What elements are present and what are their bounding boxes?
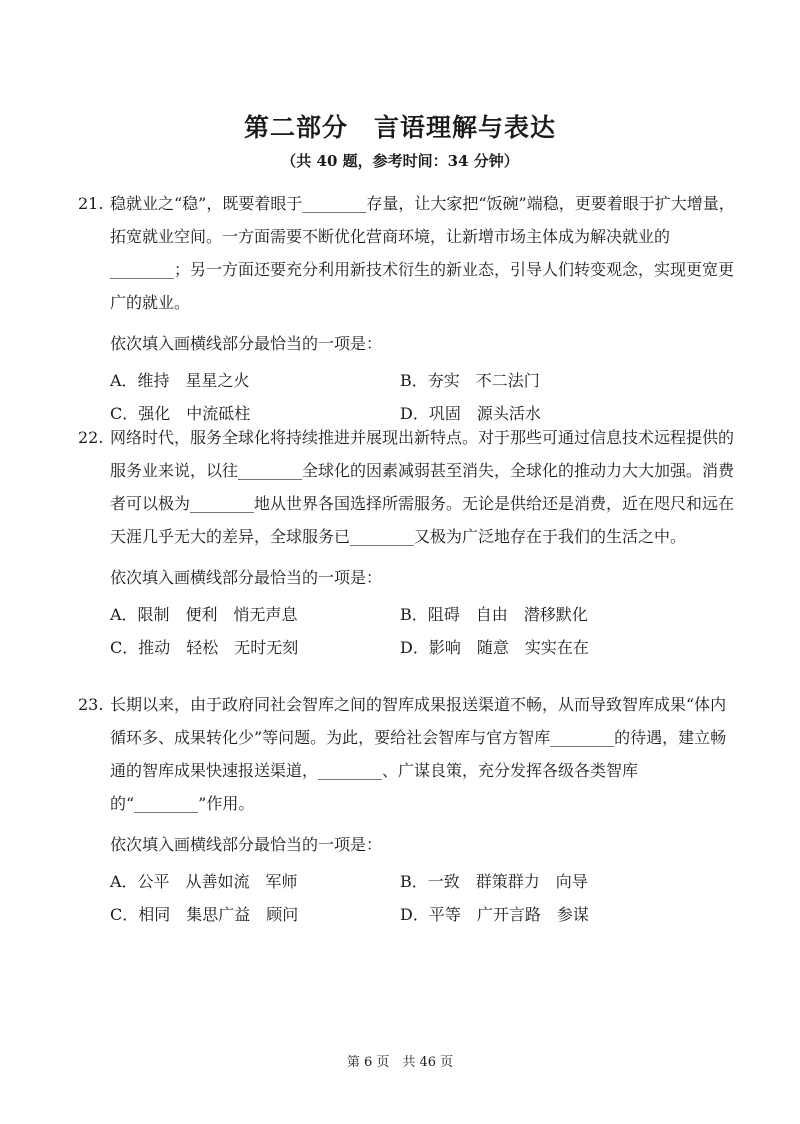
option-c[interactable]: C．相同 集思广益 顾问 bbox=[110, 905, 299, 924]
option-a[interactable]: A．维持 星星之火 bbox=[110, 371, 250, 390]
option-c[interactable]: C．推动 轻松 无时无刻 bbox=[110, 638, 299, 657]
page-footer: 第 6 页 共 46 页 bbox=[346, 1055, 454, 1070]
question-text: 长期以来，由于政府同社会智库之间的智库成果报送渠道不畅，从而导致智库成果“体内循环多、成果转化少”等问题。为此，要给社会智库与官方智库________的待遇，建立畅通的智库成果快速报送渠道，________、广谋良策，充分发挥各级各类智库的“________”作用。 bbox=[110, 695, 727, 813]
question-23 bbox=[78, 688, 738, 931]
option-d[interactable]: D．影响 随意 实实在在 bbox=[400, 638, 589, 657]
question-text: 稳就业之“稳”，既要着眼于________存量，让大家把“饭碗”端稳，更要着眼于扩大增量，拓宽就业空间。一方面需要不断优化营商环境，让新增市场主体成为解决就业的________；另一方面还要充分利用新技术衍生的新业态，引导人们转变观念，实现更宽更广的就业。 bbox=[110, 194, 735, 312]
options bbox=[78, 598, 738, 664]
option-b[interactable]: B．一致 群策群力 向导 bbox=[400, 872, 588, 891]
question-stem bbox=[78, 187, 738, 319]
question-text: 网络时代，服务全球化将持续推进并展现出新特点。对于那些可通过信息技术远程提供的服务业来说，以往________全球化的因素减弱甚至消失，全球化的推动力大大加强。消费者可以极为________地从世界各国选择所需服务。无论是供给还是消费，近在咫尺和远在天涯几乎无大的差异，全球服务已________又极为广泛地存在于我们的生活之中。 bbox=[110, 428, 735, 546]
option-b[interactable]: B．阻碍 自由 潜移默化 bbox=[400, 605, 588, 624]
question-number: 22. bbox=[78, 428, 104, 447]
option-a[interactable]: A．公平 从善如流 军师 bbox=[110, 872, 298, 891]
question-22 bbox=[78, 421, 738, 664]
question-prompt: 依次填入画横线部分最恰当的一项是： bbox=[110, 568, 383, 587]
question-21 bbox=[78, 187, 738, 430]
option-d[interactable]: D．平等 广开言路 参谋 bbox=[400, 905, 589, 924]
option-a[interactable]: A．限制 便利 悄无声息 bbox=[110, 605, 298, 624]
section-title: 第二部分 言语理解与表达 bbox=[243, 113, 556, 142]
section-subtitle: （共 40 题，参考时间：34 分钟） bbox=[281, 152, 519, 170]
option-d[interactable]: D．巩固 源头活水 bbox=[400, 404, 541, 423]
option-c[interactable]: C．强化 中流砥柱 bbox=[110, 404, 251, 423]
options bbox=[78, 865, 738, 931]
question-prompt: 依次填入画横线部分最恰当的一项是： bbox=[110, 835, 383, 854]
question-number: 23. bbox=[78, 695, 104, 714]
question-stem bbox=[78, 688, 738, 820]
question-stem bbox=[78, 421, 738, 553]
question-prompt: 依次填入画横线部分最恰当的一项是： bbox=[110, 334, 383, 353]
question-number: 21. bbox=[78, 194, 104, 213]
option-b[interactable]: B．夯实 不二法门 bbox=[400, 371, 540, 390]
